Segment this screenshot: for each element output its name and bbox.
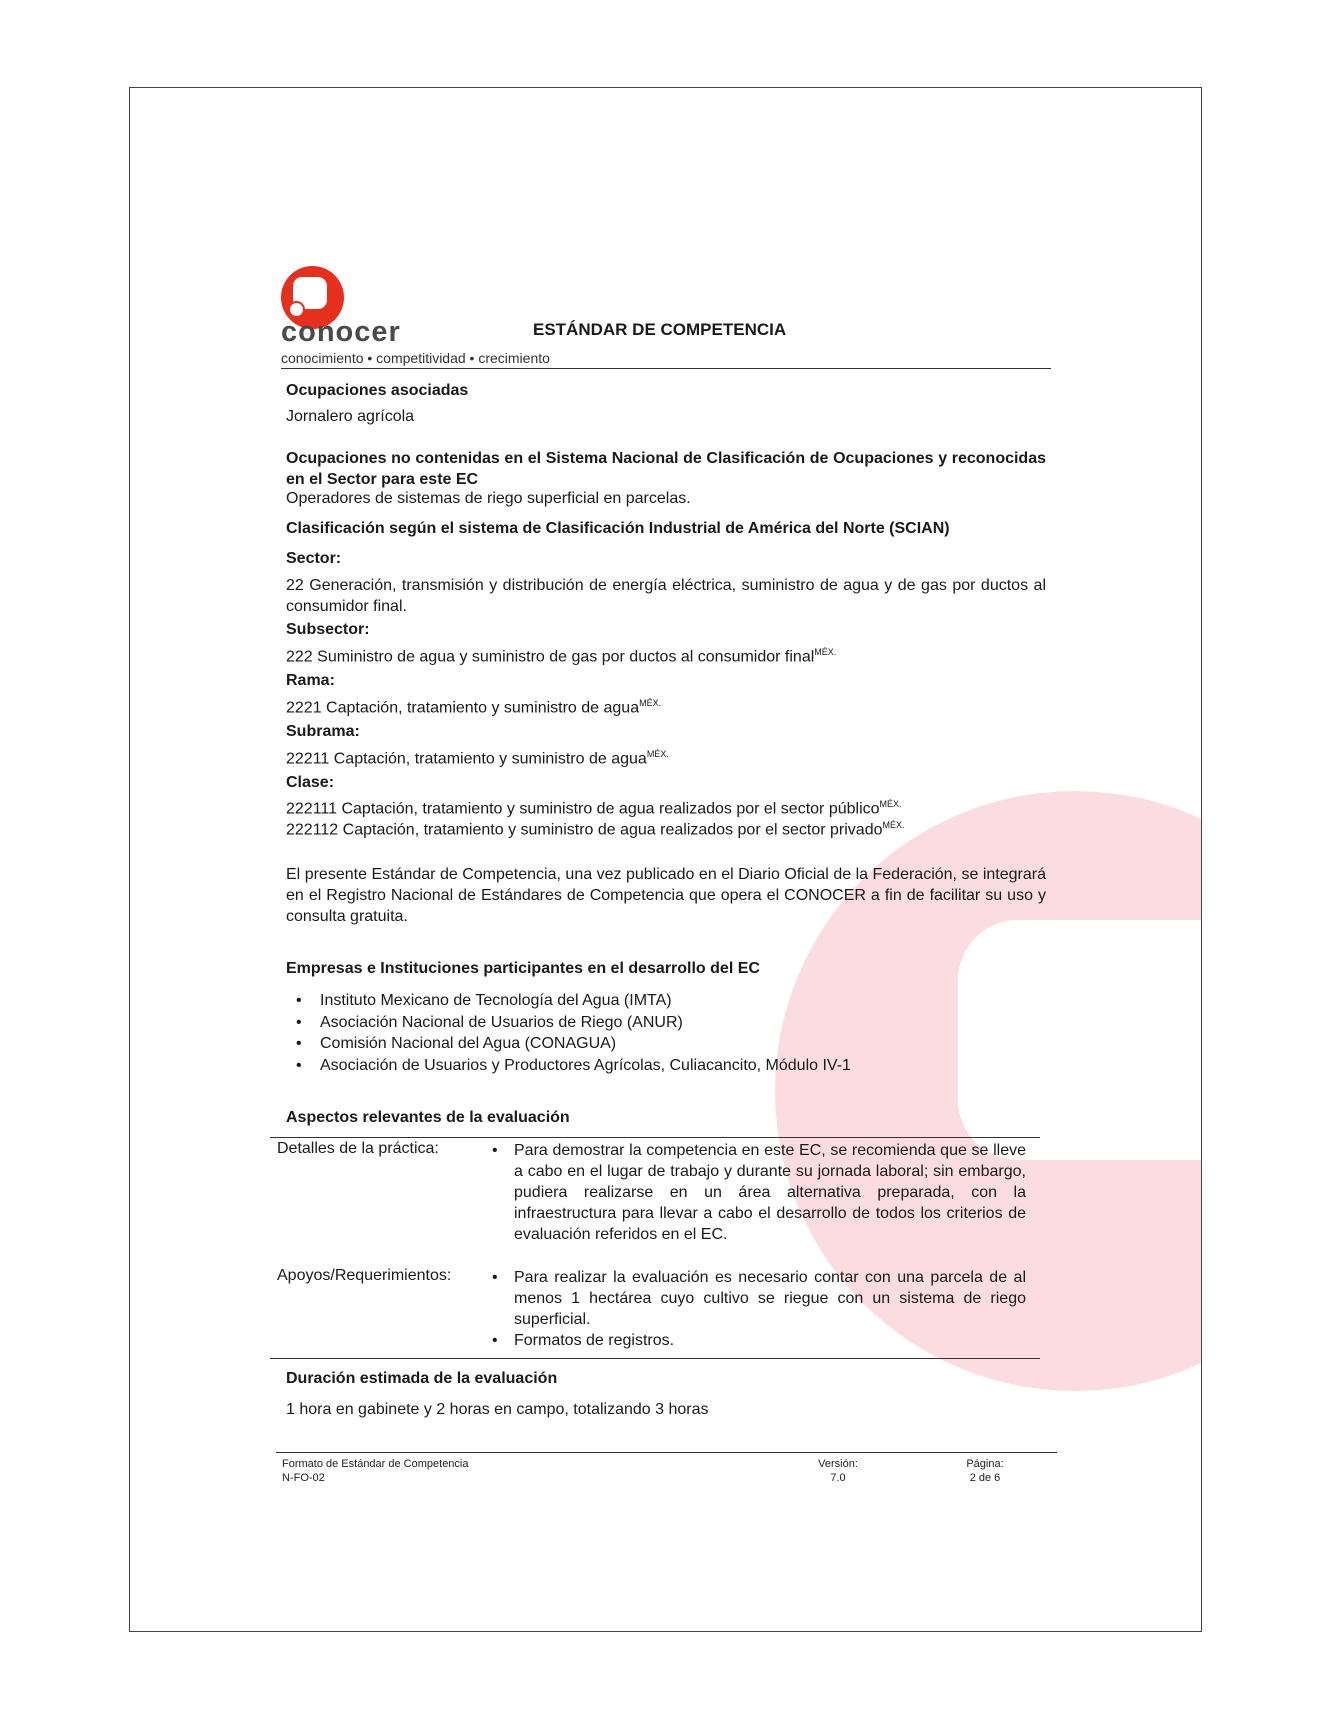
footer-version-value: 7.0 [830,1472,846,1484]
detalles-label: Detalles de la práctica: [277,1140,439,1157]
registro-paragraph: El presente Estándar de Competencia, una vez publicado en el Diario Oficial de la Federación, se integrará en el Registro Nacional de Estándares de Competencia que opera el CONOCER a fin de facilitar su uso y consulta gratuita. [286,866,1046,925]
subrama-value: 22211 Captación, tratamiento y suministro de agua [286,750,647,768]
watermark-c-cutout [958,920,1201,1160]
list-item [296,1055,851,1077]
detalle-text: Para demostrar la competencia en este EC, se recomienda que se lleve a cabo en el lugar de trabajo y durante su jornada laboral; sin embargo, pudiera realizarse en un área alternativa preparada, con la infraestructura para llevar a cabo el desarrollo de todos los criterios de evaluación referidos en el EC. [514,1142,1026,1243]
sector-value: 22 Generación, transmisión y distribución de energía eléctrica, suministro de agua y de gas por ductos al consumidor final. [286,577,1046,615]
rama-value: 2221 Captación, tratamiento y suministro de agua [286,699,640,717]
duracion-value: 1 hora en gabinete y 2 horas en campo, totalizando 3 horas [286,1401,709,1418]
list-item [296,990,851,1012]
subsector-line [286,647,836,666]
ocupaciones-value: Jornalero agrícola [286,408,415,425]
clase-line-1 [286,799,902,818]
mex-mark: MÉX. [646,749,669,759]
mex-mark: MÉX. [639,698,662,708]
mex-mark: MÉX. [879,799,902,809]
duracion-heading: Duración estimada de la evaluación [286,1370,558,1387]
logo-word: conocer [281,316,401,348]
footer-page-value: 2 de 6 [969,1472,1001,1484]
apoyo-text: Para realizar la evaluación es necesario contar con una parcela de al menos 1 hectárea cuyo cultivo se riegue con un sistema de riego superficial. [514,1269,1026,1328]
logo-tagline: conocimiento • competitividad • crecimiento [281,350,550,366]
table-top-rule [270,1137,1040,1138]
aspectos-heading: Aspectos relevantes de la evaluación [286,1109,570,1126]
sector-label: Sector: [286,550,342,567]
clase-value: 222112 Captación, tratamiento y suministro de agua realizados por el sector privado [286,821,883,839]
list-item [490,1330,1026,1351]
footer-page [955,1457,1015,1485]
empresa-name: Comisión Nacional del Agua (CONAGUA) [320,1035,617,1053]
mex-mark: MÉX. [882,820,905,830]
apoyos-list [490,1267,1026,1351]
apoyo-text: Formatos de registros. [514,1332,675,1349]
rama-line [286,698,661,717]
document-title: ESTÁNDAR DE COMPETENCIA [533,320,787,339]
subsector-value: 222 Suministro de agua y suministro de gas por ductos al consumidor final [286,648,815,666]
subrama-label: Subrama: [286,723,360,740]
clase-line-2 [286,820,905,839]
scian-heading: Clasificación según el sistema de Clasificación Industrial de América del Norte (SCIAN) [286,520,950,537]
no-contenidas-heading: Ocupaciones no contenidas en el Sistema Nacional de Clasificación de Ocupaciones y reconocidas en el Sector para este EC [286,450,1046,488]
empresas-list [296,990,851,1077]
empresa-name: Instituto Mexicano de Tecnología del Agua (IMTA) [320,992,672,1009]
subsector-label: Subsector: [286,621,370,638]
mex-mark: MÉX. [814,647,837,657]
table-bottom-rule [270,1358,1040,1359]
footer-rule [276,1452,1057,1453]
list-item [296,1012,851,1034]
footer-version [808,1457,868,1485]
subrama-line [286,749,669,768]
footer-page-label: Página: [966,1458,1004,1470]
empresas-heading: Empresas e Instituciones participantes en el desarrollo del EC [286,960,760,977]
header-rule [281,368,1051,369]
footer-format-code: N-FO-02 [282,1472,325,1484]
footer-version-label: Versión: [818,1458,858,1470]
apoyos-label: Apoyos/Requerimientos: [277,1267,452,1284]
rama-label: Rama: [286,672,335,689]
list-item [490,1140,1026,1245]
empresa-name: Asociación de Usuarios y Productores Agrícolas, Culiacancito, Módulo IV-1 [320,1057,851,1075]
ocupaciones-heading: Ocupaciones asociadas [286,382,469,399]
footer-format [282,1457,469,1485]
list-item [296,1033,851,1055]
list-item [490,1267,1026,1330]
footer-format-name: Formato de Estándar de Competencia [282,1458,469,1470]
no-contenidas-value: Operadores de sistemas de riego superficial en parcelas. [286,490,691,507]
detalles-list [490,1140,1026,1245]
clase-label: Clase: [286,774,335,791]
clase-value: 222111 Captación, tratamiento y suministro de agua realizados por el sector público [286,800,880,818]
empresa-name: Asociación Nacional de Usuarios de Riego (ANUR) [320,1013,683,1031]
